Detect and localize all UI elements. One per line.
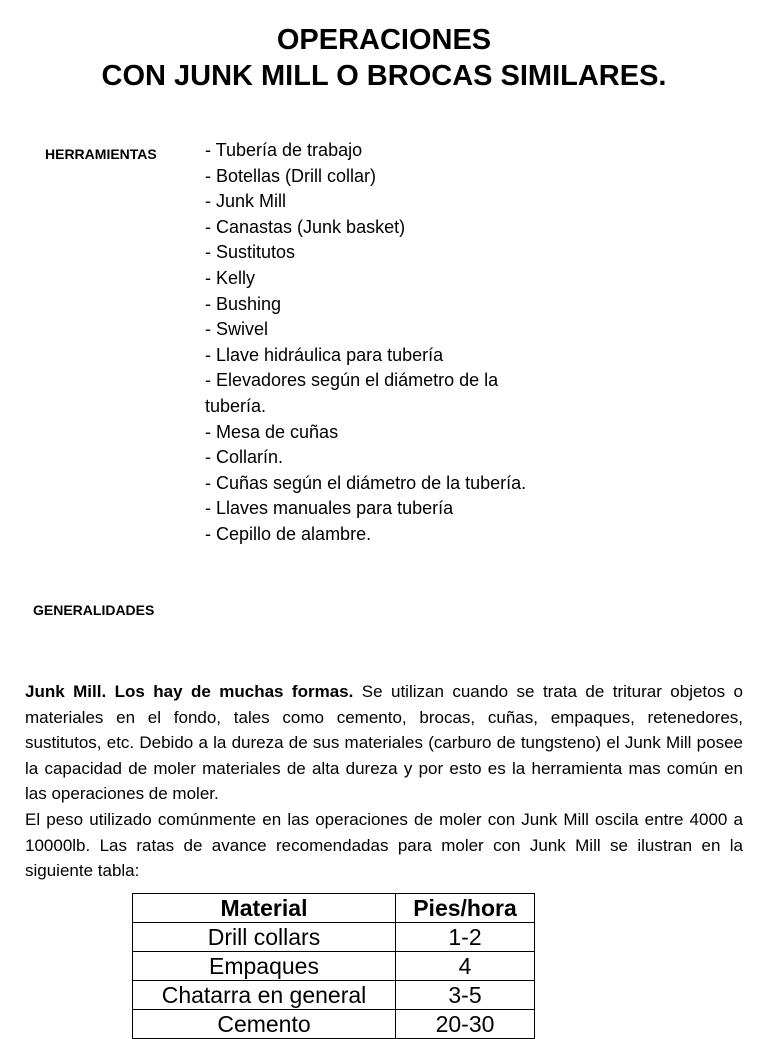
generalidades-label: GENERALIDADES xyxy=(33,602,155,618)
feed-rate-table xyxy=(132,893,535,1039)
list-item: - Junk Mill xyxy=(205,191,287,212)
title-line-1: OPERACIONES xyxy=(276,24,492,56)
herramientas-label: HERRAMIENTAS xyxy=(45,146,157,162)
material-cell: Empaques xyxy=(133,952,396,981)
junk-mill-paragraph xyxy=(25,679,743,807)
title-line-2: CON JUNK MILL O BROCAS SIMILARES. xyxy=(101,60,667,92)
junk-mill-body: Se utilizan cuando se trata de triturar objetos o materiales en el fondo, tales como cemento, brocas, cuñas, empaques, retenedores, sustitutos, etc. Debido a la dureza de sus materiales (carburo de tungsteno) el Junk Mill posee la capacidad de moler materiales de alta dureza y por esto es la herramienta mas común en las operaciones de moler. xyxy=(25,682,743,803)
list-item: - Collarín. xyxy=(205,447,284,468)
rate-cell: 1-2 xyxy=(396,923,535,952)
weight-paragraph: El peso utilizado comúnmente en las operaciones de moler con Junk Mill oscila entre 4000 a 10000lb. Las ratas de avance recomendadas para moler con Junk Mill se ilustran en la siguiente tabla: xyxy=(25,810,743,880)
material-cell: Cemento xyxy=(133,1010,396,1039)
list-item: - Swivel xyxy=(205,319,269,340)
feed-rate-table-wrapper xyxy=(132,893,535,1039)
tool-list xyxy=(205,138,535,548)
list-item: - Elevadores según el diámetro de la tubería. xyxy=(205,370,499,416)
table-row xyxy=(133,952,535,981)
rate-cell: 3-5 xyxy=(396,981,535,1010)
rate-cell: 4 xyxy=(396,952,535,981)
list-item: - Tubería de trabajo xyxy=(205,140,363,160)
list-item: - Llave hidráulica para tubería xyxy=(205,344,444,365)
junk-mill-lead: Junk Mill. Los hay de muchas formas. xyxy=(25,682,354,701)
table-row xyxy=(133,923,535,952)
list-item: - Botellas (Drill collar) xyxy=(205,165,377,186)
material-cell: Drill collars xyxy=(133,923,396,952)
table-row xyxy=(133,1010,535,1039)
list-item: - Canastas (Junk basket) xyxy=(205,216,406,237)
list-item: - Bushing xyxy=(205,293,282,314)
table-row xyxy=(133,981,535,1010)
header-material: Material xyxy=(133,894,396,923)
rate-cell: 20-30 xyxy=(396,1010,535,1039)
list-item: - Cuñas según el diámetro de la tubería. xyxy=(205,472,527,493)
material-cell: Chatarra en general xyxy=(133,981,396,1010)
list-item: - Kelly xyxy=(205,267,256,288)
list-item: - Mesa de cuñas xyxy=(205,421,339,442)
document-title xyxy=(0,22,768,94)
list-item: - Llaves manuales para tubería xyxy=(205,498,454,519)
table-header-row xyxy=(133,894,535,923)
list-item: - Sustitutos xyxy=(205,242,296,263)
list-item: - Cepillo de alambre. xyxy=(205,523,372,544)
header-pies-hora: Pies/hora xyxy=(396,894,535,923)
